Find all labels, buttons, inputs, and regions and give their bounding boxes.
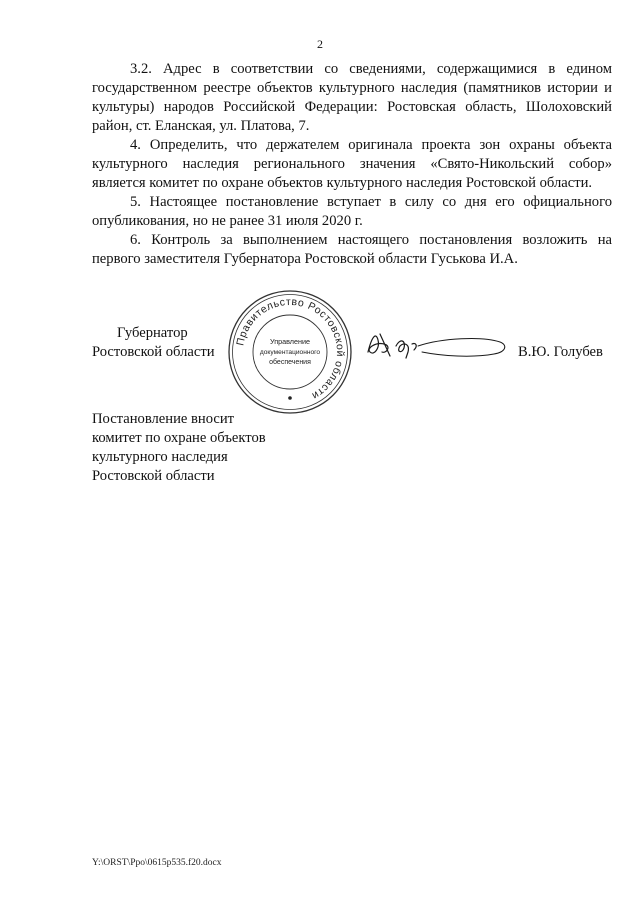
- signer-name: В.Ю. Голубев: [518, 344, 603, 360]
- official-seal: [226, 288, 354, 416]
- note-line: Ростовской области: [92, 468, 215, 484]
- page-number: 2: [317, 37, 323, 51]
- signature-block: [0, 288, 640, 408]
- seal-center-line1: Управление: [270, 337, 310, 346]
- file-path-footer: Y:\ORST\Ppo\0615p535.f20.docx: [92, 858, 222, 868]
- paragraph-4: 4. Определить, что держателем оригинала проекта зон охраны объекта культурного наследия регионального значения «Свято-Никольский собор» является комитет по охране объектов культурного наследия Ростовской области.: [92, 137, 612, 191]
- paragraph-5: 5. Настоящее постановление вступает в силу со дня его официального опубликования, но не ранее 31 июля 2020 г.: [92, 194, 612, 229]
- note-line: культурного наследия: [92, 449, 228, 465]
- handwritten-signature: [362, 326, 512, 362]
- note-line: комитет по охране объектов: [92, 430, 266, 446]
- seal-star-mark: [288, 396, 292, 400]
- seal-center-line3: обеспечения: [269, 359, 311, 366]
- body-text: [92, 60, 612, 269]
- signer-title: Губернатор: [117, 325, 188, 341]
- seal-ring-text: Правительство Ростовской области: [234, 295, 347, 403]
- seal-center-line2: документационного: [259, 349, 321, 356]
- paragraph-3-2: 3.2. Адрес в соответствии со сведениями, содержащимися в едином государственном реестре объектов культурного наследия (памятников истории и культуры) народов Российской Федерации: Ростовская область, Шолоховский район, ст. Еланская, ул. Платова, 7.: [92, 61, 612, 134]
- submission-note: [92, 410, 266, 486]
- signer-region: Ростовской области: [92, 344, 215, 360]
- paragraph-6: 6. Контроль за выполнением настоящего постановления возложить на первого заместителя Губернатора Ростовской области Гуськова И.А.: [92, 232, 612, 267]
- note-line: Постановление вносит: [92, 411, 235, 427]
